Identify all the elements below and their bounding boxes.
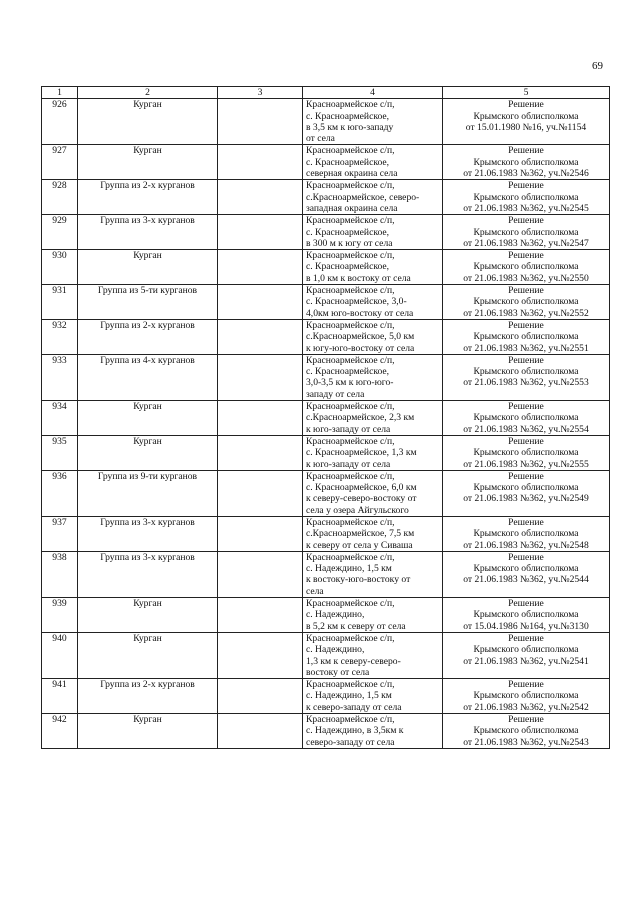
location-cell: Красноармейское с/п, с. Красноармейское, северная окраина села xyxy=(303,145,443,180)
table-row xyxy=(42,679,610,714)
row-number: 926 xyxy=(42,99,78,145)
table-row xyxy=(42,180,610,215)
header-col-3: 3 xyxy=(218,87,303,99)
location-cell: Красноармейское с/п, с. Красноармейское, 3,0-3,5 км к юго-юго- западу от села xyxy=(303,354,443,400)
column-3-cell xyxy=(218,598,303,633)
page-number: 69 xyxy=(592,60,603,72)
object-name: Курган xyxy=(78,435,218,470)
header-col-1: 1 xyxy=(42,87,78,99)
location-cell: Красноармейское с/п, с. Красноармейское, 3,0- 4,0км юго-востоку от села xyxy=(303,285,443,320)
decision-cell: Решение Крымского облисполкома от 21.06.1983 №362, уч.№2548 xyxy=(443,516,610,551)
object-name: Курган xyxy=(78,401,218,436)
location-cell: Красноармейское с/п, с. Надеждино, 1,5 км к северо-западу от села xyxy=(303,679,443,714)
table-row xyxy=(42,516,610,551)
column-3-cell xyxy=(218,714,303,749)
object-name: Курган xyxy=(78,714,218,749)
location-cell: Красноармейское с/п, с. Красноармейское, в 3,5 км к юго-западу от села xyxy=(303,99,443,145)
header-col-4: 4 xyxy=(303,87,443,99)
decision-cell: Решение Крымского облисполкома от 21.06.1983 №362, уч.№2551 xyxy=(443,319,610,354)
decision-cell: Решение Крымского облисполкома от 15.04.1986 №164, уч.№3130 xyxy=(443,598,610,633)
decision-cell: Решение Крымского облисполкома от 15.01.1980 №16, уч.№1154 xyxy=(443,99,610,145)
table-header xyxy=(42,87,610,99)
row-number: 942 xyxy=(42,714,78,749)
object-name: Группа из 4-х курганов xyxy=(78,354,218,400)
location-cell: Красноармейское с/п, с. Красноармейское, 1,3 км к юго-западу от села xyxy=(303,435,443,470)
table-row xyxy=(42,401,610,436)
row-number: 941 xyxy=(42,679,78,714)
table-row xyxy=(42,99,610,145)
column-3-cell xyxy=(218,180,303,215)
row-number: 938 xyxy=(42,551,78,597)
decision-cell: Решение Крымского облисполкома от 21.06.1983 №362, уч.№2547 xyxy=(443,215,610,250)
object-name: Группа из 2-х курганов xyxy=(78,180,218,215)
table-row xyxy=(42,551,610,597)
object-name: Группа из 3-х курганов xyxy=(78,516,218,551)
row-number: 939 xyxy=(42,598,78,633)
column-3-cell xyxy=(218,99,303,145)
column-3-cell xyxy=(218,516,303,551)
row-number: 936 xyxy=(42,470,78,516)
row-number: 927 xyxy=(42,145,78,180)
object-name: Группа из 2-х курганов xyxy=(78,679,218,714)
location-cell: Красноармейское с/п, с.Красноармейское, северо- западная окраина села xyxy=(303,180,443,215)
location-cell: Красноармейское с/п, с. Надеждино, в 5,2 км к северу от села xyxy=(303,598,443,633)
heritage-registry-table xyxy=(41,86,610,749)
column-3-cell xyxy=(218,354,303,400)
object-name: Курган xyxy=(78,99,218,145)
decision-cell: Решение Крымского облисполкома от 21.06.1983 №362, уч.№2555 xyxy=(443,435,610,470)
location-cell: Красноармейское с/п, с.Красноармейское, 7,5 км к северу от села у Сиваша xyxy=(303,516,443,551)
table-row xyxy=(42,250,610,285)
row-number: 934 xyxy=(42,401,78,436)
object-name: Группа из 5-ти курганов xyxy=(78,285,218,320)
column-3-cell xyxy=(218,632,303,678)
table-row xyxy=(42,470,610,516)
column-3-cell xyxy=(218,285,303,320)
decision-cell: Решение Крымского облисполкома от 21.06.1983 №362, уч.№2549 xyxy=(443,470,610,516)
object-name: Курган xyxy=(78,632,218,678)
decision-cell: Решение Крымского облисполкома от 21.06.1983 №362, уч.№2553 xyxy=(443,354,610,400)
table-row xyxy=(42,714,610,749)
table-row xyxy=(42,215,610,250)
header-col-2: 2 xyxy=(78,87,218,99)
object-name: Курган xyxy=(78,250,218,285)
row-number: 928 xyxy=(42,180,78,215)
row-number: 929 xyxy=(42,215,78,250)
location-cell: Красноармейское с/п, с. Надеждино, в 3,5км к северо-западу от села xyxy=(303,714,443,749)
row-number: 931 xyxy=(42,285,78,320)
column-3-cell xyxy=(218,551,303,597)
decision-cell: Решение Крымского облисполкома от 21.06.1983 №362, уч.№2543 xyxy=(443,714,610,749)
decision-cell: Решение Крымского облисполкома от 21.06.1983 №362, уч.№2542 xyxy=(443,679,610,714)
decision-cell: Решение Крымского облисполкома от 21.06.1983 №362, уч.№2550 xyxy=(443,250,610,285)
table-row xyxy=(42,285,610,320)
object-name: Группа из 3-х курганов xyxy=(78,215,218,250)
column-3-cell xyxy=(218,435,303,470)
row-number: 933 xyxy=(42,354,78,400)
object-name: Группа из 3-х курганов xyxy=(78,551,218,597)
decision-cell: Решение Крымского облисполкома от 21.06.1983 №362, уч.№2545 xyxy=(443,180,610,215)
column-3-cell xyxy=(218,470,303,516)
column-3-cell xyxy=(218,401,303,436)
location-cell: Красноармейское с/п, с. Надеждино, 1,5 км к востоку-юго-востоку от села xyxy=(303,551,443,597)
location-cell: Красноармейское с/п, с. Красноармейское, в 1,0 км к востоку от села xyxy=(303,250,443,285)
decision-cell: Решение Крымского облисполкома от 21.06.1983 №362, уч.№2541 xyxy=(443,632,610,678)
location-cell: Красноармейское с/п, с. Надеждино, 1,3 км к северу-северо- востоку от села xyxy=(303,632,443,678)
object-name: Курган xyxy=(78,145,218,180)
column-3-cell xyxy=(218,250,303,285)
object-name: Группа из 9-ти курганов xyxy=(78,470,218,516)
table-row xyxy=(42,145,610,180)
table-body xyxy=(42,99,610,749)
column-3-cell xyxy=(218,319,303,354)
header-row xyxy=(42,87,610,99)
decision-cell: Решение Крымского облисполкома от 21.06.1983 №362, уч.№2554 xyxy=(443,401,610,436)
table-row xyxy=(42,319,610,354)
row-number: 932 xyxy=(42,319,78,354)
decision-cell: Решение Крымского облисполкома от 21.06.1983 №362, уч.№2544 xyxy=(443,551,610,597)
location-cell: Красноармейское с/п, с.Красноармейское, 2,3 км к юго-западу от села xyxy=(303,401,443,436)
row-number: 935 xyxy=(42,435,78,470)
row-number: 940 xyxy=(42,632,78,678)
column-3-cell xyxy=(218,215,303,250)
decision-cell: Решение Крымского облисполкома от 21.06.1983 №362, уч.№2552 xyxy=(443,285,610,320)
location-cell: Красноармейское с/п, с.Красноармейское, 5,0 км к югу-юго-востоку от села xyxy=(303,319,443,354)
row-number: 930 xyxy=(42,250,78,285)
column-3-cell xyxy=(218,679,303,714)
row-number: 937 xyxy=(42,516,78,551)
object-name: Курган xyxy=(78,598,218,633)
object-name: Группа из 2-х курганов xyxy=(78,319,218,354)
table-row xyxy=(42,354,610,400)
table-row xyxy=(42,435,610,470)
table-row xyxy=(42,598,610,633)
location-cell: Красноармейское с/п, с. Красноармейское, 6,0 км к северу-северо-востоку от села у озера Айгульского xyxy=(303,470,443,516)
table-row xyxy=(42,632,610,678)
decision-cell: Решение Крымского облисполкома от 21.06.1983 №362, уч.№2546 xyxy=(443,145,610,180)
column-3-cell xyxy=(218,145,303,180)
location-cell: Красноармейское с/п, с. Красноармейское, в 300 м к югу от села xyxy=(303,215,443,250)
header-col-5: 5 xyxy=(443,87,610,99)
